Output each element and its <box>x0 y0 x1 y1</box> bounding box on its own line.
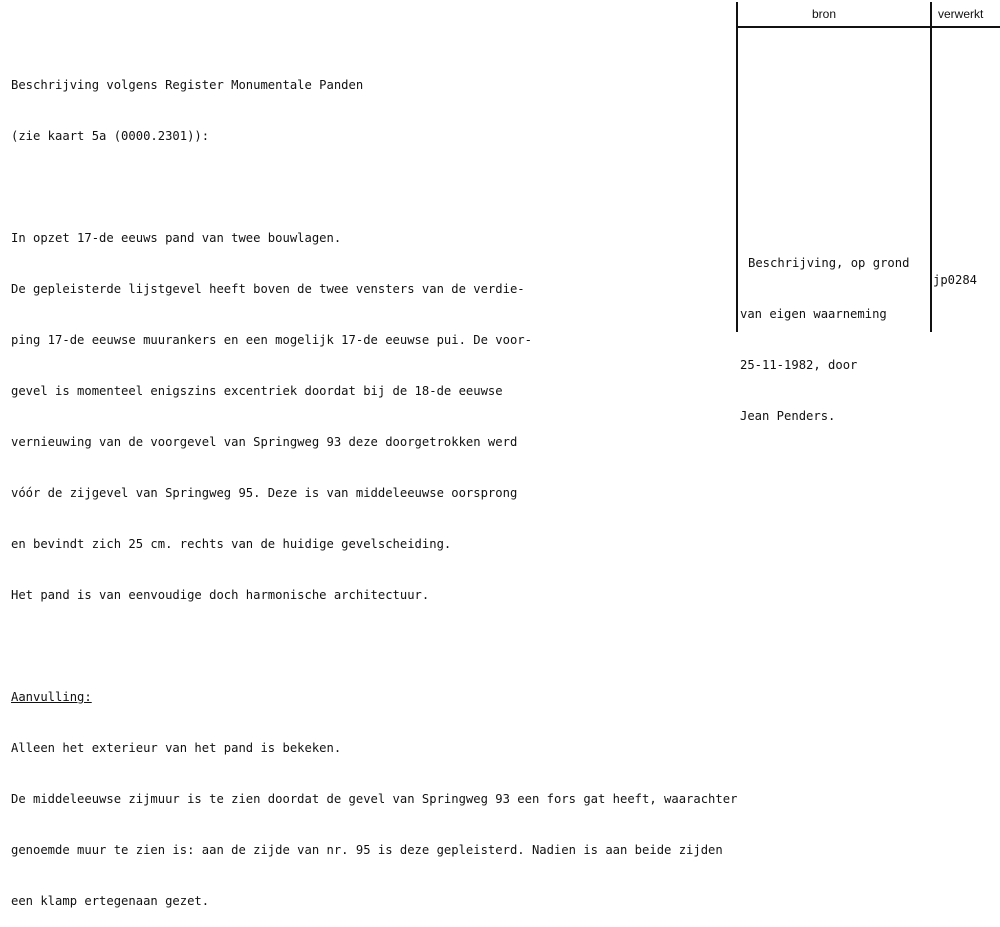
aanvulling-line-3: genoemde muur te zien is: aan de zijde van nr. 95 is deze gepleisterd. Nadien is aan beide zijden <box>11 843 723 857</box>
paragraph-line-7: en bevindt zich 25 cm. rechts van de huidige gevelscheiding. <box>11 537 452 551</box>
paragraph-line-3: ping 17-de eeuwse muurankers en een mogelijk 17-de eeuwse pui. De voor- <box>11 333 532 347</box>
column-header-bron: bron <box>812 7 837 21</box>
paragraph-line-5: vernieuwing van de voorgevel van Springweg 93 deze doorgetrokken werd <box>11 435 518 449</box>
bron-line-2: van eigen waarneming <box>740 307 887 321</box>
column-header-verwerkt: verwerkt <box>938 7 984 21</box>
verwerkt-code: jp0284 <box>933 273 978 287</box>
table-header-rule <box>736 26 1000 28</box>
aanvulling-line-1: Alleen het exterieur van het pand is bekeken. <box>11 741 342 755</box>
paragraph-line-2: De gepleisterde lijstgevel heeft boven de twee vensters van de verdie- <box>11 282 525 296</box>
table-left-border <box>736 2 738 332</box>
paragraph-line-6: vóór de zijgevel van Springweg 95. Deze is van middeleeuwse oorsprong <box>11 486 518 500</box>
bron-line-1: Beschrijving, op grond <box>748 256 910 270</box>
paragraph-line-1: In opzet 17-de eeuws pand van twee bouwlagen. <box>11 231 342 245</box>
bron-line-3: 25-11-1982, door <box>740 358 858 372</box>
aanvulling-line-4: een klamp ertegenaan gezet. <box>11 894 210 908</box>
title-line-2: (zie kaart 5a (0000.2301)): <box>11 129 210 143</box>
table-column-divider <box>930 2 932 332</box>
aanvulling-heading: Aanvulling: <box>11 690 92 704</box>
paragraph-line-4: gevel is momenteel enigszins excentriek doordat bij de 18-de eeuwse <box>11 384 503 398</box>
description-block <box>11 43 737 927</box>
aanvulling-line-2: De middeleeuwse zijmuur is te zien doordat de gevel van Springweg 93 een fors gat heeft, waarachter <box>11 792 738 806</box>
title-line-1: Beschrijving volgens Register Monumentale Panden <box>11 78 364 92</box>
bron-entry <box>740 221 909 442</box>
bron-line-4: Jean Penders. <box>740 409 836 423</box>
paragraph-line-8: Het pand is van eenvoudige doch harmonische architectuur. <box>11 588 430 602</box>
